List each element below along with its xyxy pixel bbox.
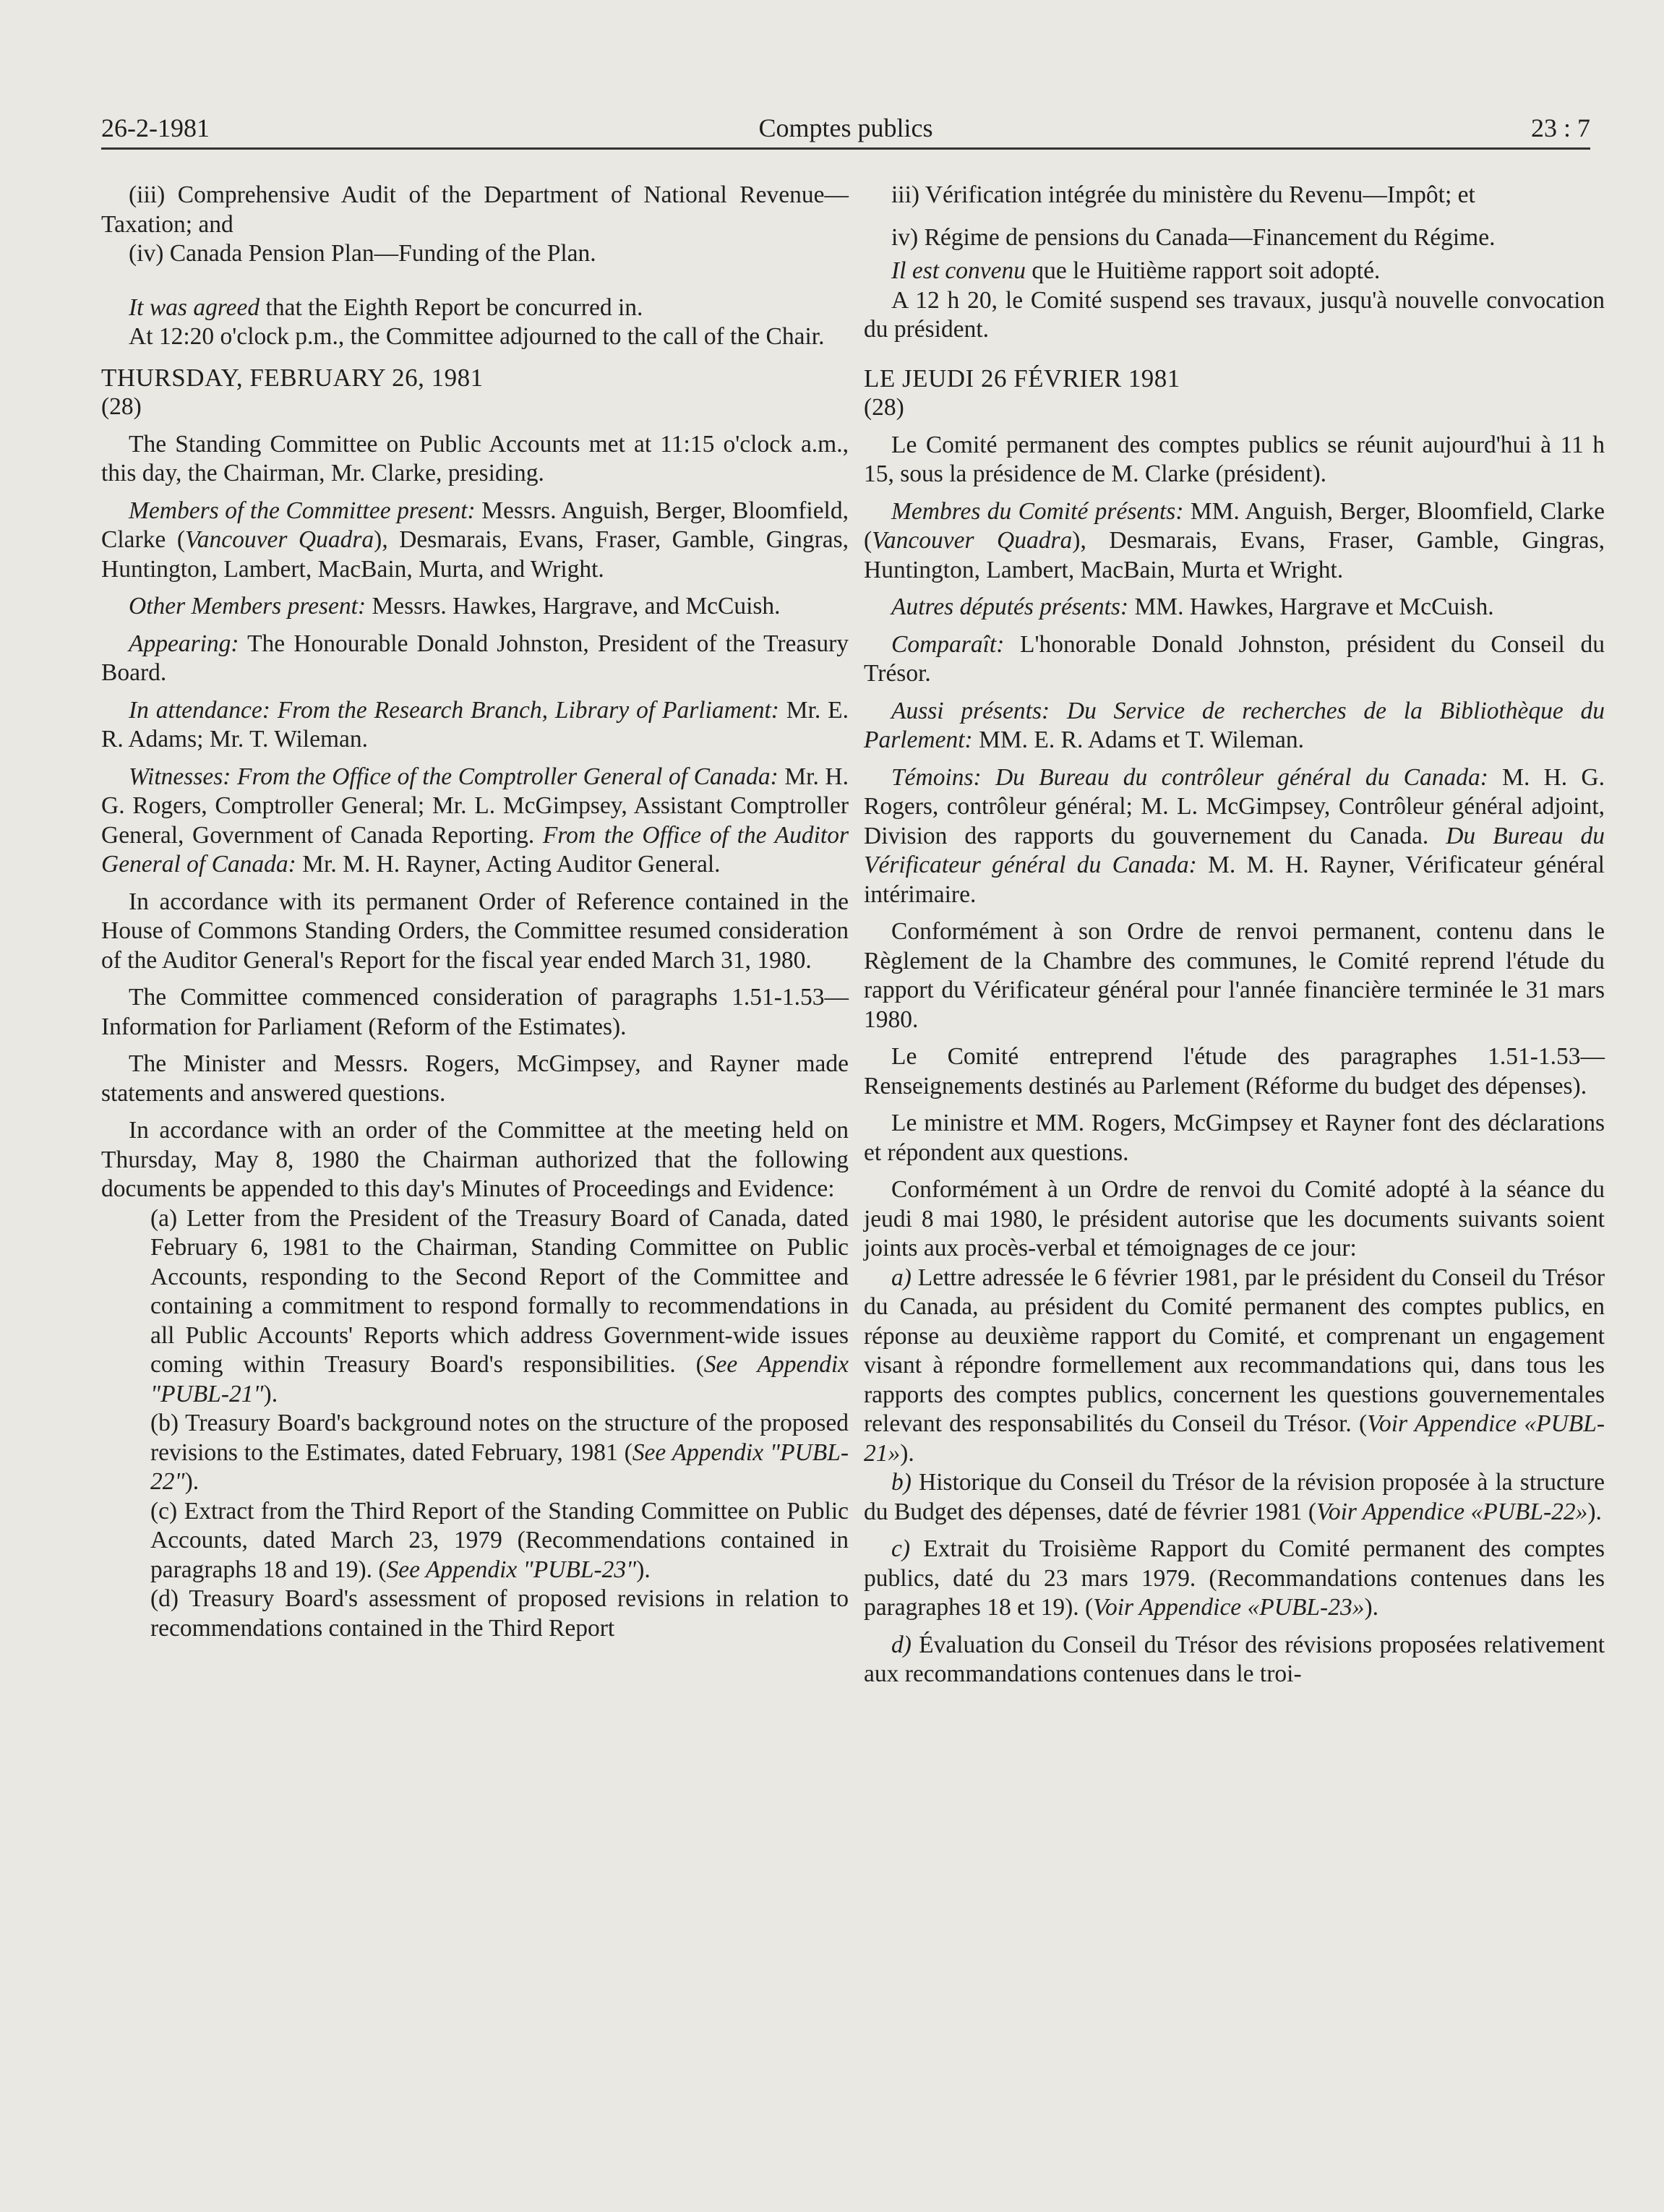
- members-text-b: ), Desmarais, Evans, Fraser, Gamble, Gingras, Huntington, Lambert, MacBain, Murta, and Wright.: [101, 526, 849, 583]
- item-a-ref: See Appendix "PUBL-21": [150, 1351, 849, 1407]
- other-members-label-fr: Autres députés présents:: [891, 593, 1129, 620]
- riding-name: Vancouver Quadra: [185, 526, 374, 553]
- appendix-item-c: [101, 1497, 849, 1585]
- item-d-label: (d): [150, 1585, 179, 1612]
- members-label-fr: Membres du Comité présents:: [891, 497, 1184, 525]
- item-a-label-fr: a): [891, 1264, 912, 1291]
- agreement-text-fr: que le Huitième rapport soit adopté.: [1026, 257, 1381, 284]
- item-iv-fr: iv) Régime de pensions du Canada—Financement du Régime.: [891, 223, 1496, 251]
- appendix-item-d: [101, 1585, 849, 1643]
- item-c-label-fr: c): [891, 1535, 911, 1562]
- witnesses-label-2: From the Office of the Auditor General of Canada:: [101, 821, 849, 878]
- item-c-ref-fr: Voir Appendice «PUBL-23»: [1093, 1594, 1365, 1621]
- appearing-text-fr: L'honorable Donald Johnston, président du Conseil du Trésor.: [864, 630, 1605, 687]
- consideration-paragraph: The Committee commenced consideration of paragraphs 1.51-1.53—Information for Parliament (Reform of the Estimates).: [101, 984, 849, 1040]
- item-a-end: ).: [263, 1380, 278, 1407]
- item-c-end-fr: ).: [1364, 1594, 1378, 1621]
- in-attendance: [101, 696, 849, 755]
- agreement-paragraph: [101, 293, 849, 323]
- item-b-ref: See Appendix "PUBL-22": [150, 1439, 849, 1495]
- appearing-label: Appearing:: [129, 630, 239, 657]
- appearing-text: The Honourable Donald Johnston, President of the Treasury Board.: [101, 630, 849, 686]
- appendix-item-a-fr: [864, 1264, 1605, 1469]
- witnesses-fr: [864, 763, 1605, 910]
- appendices-paragraph: In accordance with an order of the Committee at the meeting held on Thursday, May 8, 1980 the Chairman authorized that the following documents be appended to this day's Minutes of Proceedings and Evidence:: [101, 1117, 849, 1202]
- meeting-heading: THURSDAY, FEBRUARY 26, 1981: [101, 363, 484, 392]
- order-of-reference-fr: Conformément à son Ordre de renvoi permanent, contenu dans le Règlement de la Chambre des communes, le Comité reprend l'étude du rapport du Vérificateur général pour l'année financière terminée le 31 mars 1980.: [864, 918, 1605, 1033]
- statements-paragraph-fr: Le ministre et MM. Rogers, McGimpsey et Rayner font des déclarations et répondent aux questions.: [864, 1110, 1605, 1166]
- witnesses-label-fr: Témoins: Du Bureau du contrôleur général du Canada:: [891, 763, 1488, 791]
- agreement-lead-fr: Il est convenu: [891, 257, 1026, 284]
- item-a-text: Letter from the President of the Treasury Board of Canada, dated February 6, 1981 to the Chairman, Standing Committee on Public Accounts, responding to the Second Report of the Committee and containing a commitment to respond formally to recommendations in all Public Accounts' Reports which address Government-wide issues coming within Treasury Board's responsibilities. (: [150, 1204, 849, 1378]
- agreement-text: that the Eighth Report be concurred in.: [260, 293, 643, 321]
- item-b-ref-fr: Voir Appendice «PUBL-22»: [1316, 1498, 1588, 1525]
- agreement-lead: It was agreed: [129, 293, 260, 321]
- other-members: [101, 592, 849, 622]
- item-b-label: (b): [150, 1410, 179, 1436]
- witnesses-label: Witnesses: From the Office of the Comptroller General of Canada:: [129, 763, 779, 790]
- item-d-label-fr: d): [891, 1631, 912, 1658]
- item-b-end-fr: ).: [1587, 1498, 1602, 1525]
- french-column: [864, 181, 1605, 1689]
- item-a-end-fr: ).: [900, 1439, 914, 1467]
- other-members-text-fr: MM. Hawkes, Hargrave et McCuish.: [1128, 593, 1494, 620]
- members-text-a: Messrs. Anguish, Berger, Bloomfield, Clarke (: [101, 497, 849, 553]
- header-date: 26-2-1981: [101, 113, 210, 142]
- meeting-opening-fr: Le Comité permanent des comptes publics se réunit aujourd'hui à 11 h 15, sous la présidence de M. Clarke (président).: [864, 431, 1605, 487]
- item-a-text-fr: Lettre adressée le 6 février 1981, par le président du Conseil du Trésor du Canada, au président du Comité permanent des comptes publics, en réponse au deuxième rapport du Comité, et comprenant un engagement visant à répondre formellement aux recommandations qui, dans tous les rapports des comptes publics, concernent les questions gouvernementales relevant des responsabilités du Conseil du Trésor. (: [864, 1264, 1605, 1437]
- attendance-label: In attendance: From the Research Branch, Library of Parliament:: [129, 696, 779, 724]
- appendix-item-c-fr: [864, 1535, 1605, 1623]
- appendices-paragraph-fr: Conformément à un Ordre de renvoi du Comité adopté à la séance du jeudi 8 mai 1980, le président autorise que les documents suivants soient joints aux procès-verbal et témoignages de ce jour:: [864, 1176, 1605, 1261]
- header-title: Comptes publics: [758, 113, 933, 142]
- attendance-label-fr: Aussi présents: Du Service de recherches de la Bibliothèque du Parlement:: [864, 697, 1605, 753]
- running-header: [101, 107, 1590, 150]
- witnesses-label-2-fr: Du Bureau du Vérificateur général du Canada:: [864, 822, 1605, 878]
- appearing-fr: [864, 630, 1605, 689]
- appearing-label-fr: Comparaît:: [891, 630, 1005, 658]
- adjournment-paragraph-fr: A 12 h 20, le Comité suspend ses travaux, jusqu'à nouvelle convocation du président.: [864, 286, 1605, 343]
- header-page-number: 23 : 7: [1530, 113, 1590, 142]
- adjournment-paragraph: At 12:20 o'clock p.m., the Committee adjourned to the call of the Chair.: [129, 323, 825, 350]
- meeting-number: (28): [101, 393, 142, 420]
- item-a-ref-fr: Voir Appendice «PUBL-21»: [864, 1410, 1605, 1467]
- other-members-fr: [864, 593, 1605, 622]
- agreement-paragraph-fr: [864, 257, 1605, 286]
- appendix-item-b-fr: [864, 1468, 1605, 1527]
- appendix-item-b: [101, 1409, 849, 1497]
- meeting-number-fr: (28): [864, 394, 904, 421]
- item-c-text-fr: Extrait du Troisième Rapport du Comité permanent des comptes publics, daté du 23 mars 1979. (Recommandations contenues dans les paragraphes 18 et 19). (: [864, 1535, 1605, 1621]
- item-c-ref: See Appendix "PUBL-23": [386, 1556, 637, 1583]
- item-d-text: Treasury Board's assessment of proposed revisions in relation to recommendations contained in the Third Report: [150, 1585, 849, 1642]
- members-present: [101, 497, 849, 585]
- members-label: Members of the Committee present:: [129, 497, 476, 524]
- item-b-label-fr: b): [891, 1469, 912, 1496]
- witnesses-text-b-fr: M. M. H. Rayner, Vérificateur général intérimaire.: [864, 852, 1605, 908]
- english-column: [101, 181, 849, 1643]
- members-text-a-fr: MM. Anguish, Berger, Bloomfield, Clarke (: [864, 497, 1605, 554]
- item-a-label: (a): [150, 1204, 178, 1232]
- item-c-end: ).: [636, 1556, 651, 1583]
- consideration-paragraph-fr: Le Comité entreprend l'étude des paragraphes 1.51-1.53—Renseignements destinés au Parlement (Réforme du budget des dépenses).: [864, 1043, 1605, 1099]
- attendance-text: Mr. E. R. Adams; Mr. T. Wileman.: [101, 696, 849, 753]
- witnesses-text-b: Mr. M. H. Rayner, Acting Auditor General.: [296, 851, 721, 878]
- item-iii: (iii) Comprehensive Audit of the Department of National Revenue—Taxation; and: [101, 181, 849, 238]
- appendix-item-a: [101, 1204, 849, 1410]
- item-c-text: Extract from the Third Report of the Standing Committee on Public Accounts, dated March 23, 1979 (Recommendations contained in paragraphs 18 and 19). (: [150, 1497, 849, 1583]
- members-text-b-fr: ), Desmarais, Evans, Fraser, Gamble, Gingras, Huntington, Lambert, MacBain, Murta et Wright.: [864, 527, 1605, 583]
- appearing: [101, 630, 849, 688]
- item-b-text-fr: Historique du Conseil du Trésor de la révision proposée à la structure du Budget des dépenses, daté de février 1981 (: [864, 1469, 1605, 1525]
- members-present-fr: [864, 497, 1605, 586]
- other-members-text: Messrs. Hawkes, Hargrave, and McCuish.: [366, 593, 781, 620]
- item-iv: (iv) Canada Pension Plan—Funding of the Plan.: [129, 240, 596, 267]
- in-attendance-fr: [864, 697, 1605, 755]
- item-iii-fr: iii) Vérification intégrée du ministère du Revenu—Impôt; et: [891, 181, 1475, 208]
- meeting-heading-fr: LE JEUDI 26 FÉVRIER 1981: [864, 364, 1180, 393]
- item-b-text: Treasury Board's background notes on the structure of the proposed revisions to the Estimates, dated February, 1981 (: [150, 1410, 849, 1466]
- riding-name-fr: Vancouver Quadra: [872, 527, 1073, 554]
- witnesses: [101, 763, 849, 880]
- meeting-opening: The Standing Committee on Public Accounts met at 11:15 o'clock a.m., this day, the Chairman, Mr. Clarke, presiding.: [101, 430, 849, 486]
- witnesses-text-a: Mr. H. G. Rogers, Comptroller General; Mr. L. McGimpsey, Assistant Comptroller General, Government of Canada Reporting.: [101, 763, 849, 849]
- other-members-label: Other Members present:: [129, 593, 366, 620]
- statements-paragraph: The Minister and Messrs. Rogers, McGimpsey, and Rayner made statements and answered questions.: [101, 1050, 849, 1107]
- attendance-text-fr: MM. E. R. Adams et T. Wileman.: [972, 726, 1305, 753]
- witnesses-text-a-fr: M. H. G. Rogers, contrôleur général; M. L. McGimpsey, Contrôleur général adjoint, Division des rapports du gouvernement du Canada.: [864, 763, 1605, 849]
- appendix-item-d-fr: [864, 1631, 1605, 1689]
- item-b-end: ).: [184, 1468, 200, 1495]
- item-d-text-fr: Évaluation du Conseil du Trésor des révisions proposées relativement aux recommandations contenues dans le troi-: [864, 1631, 1605, 1687]
- item-c-label: (c): [150, 1497, 178, 1525]
- order-of-reference: In accordance with its permanent Order of Reference contained in the House of Commons Standing Orders, the Committee resumed consideration of the Auditor General's Report for the fiscal year ended March 31, 1980.: [101, 888, 849, 974]
